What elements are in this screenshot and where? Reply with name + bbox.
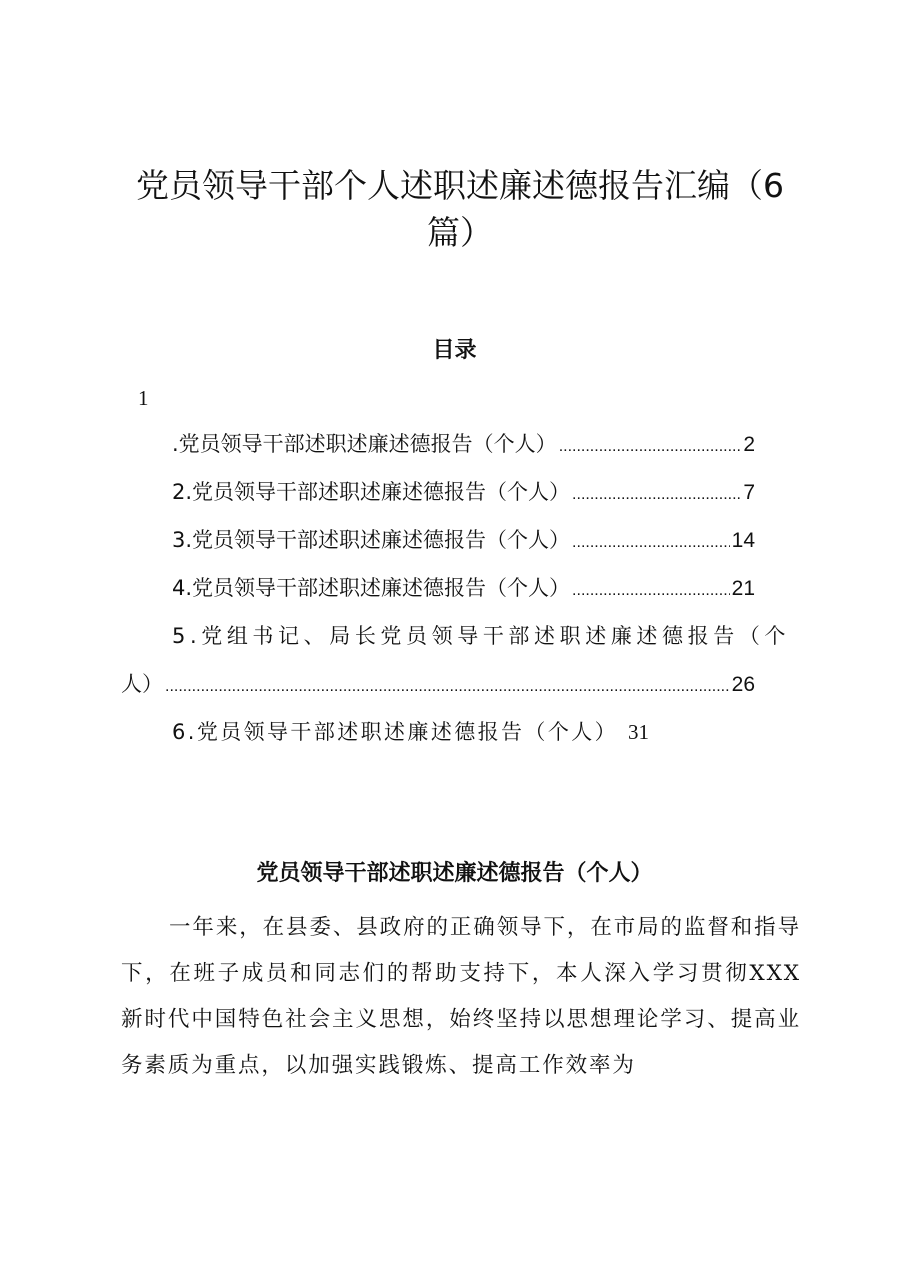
toc-entry-5-line2[interactable] (121, 669, 755, 699)
toc-entry[interactable] (172, 573, 755, 603)
toc-leader-dots (165, 672, 730, 702)
body-paragraph: 一年来，在县委、县政府的正确领导下，在市局的监督和指导下，在班子成员和同志们的帮助支持下，本人深入学习贯彻XXX新时代中国特色社会主义思想，始终坚持以思想理论学习、提高业务素质为重点，以加强实践锻炼、提高工作效率为 (121, 915, 801, 1078)
toc-entry-page: 26 (731, 673, 755, 696)
toc-leader-dots (572, 480, 741, 510)
toc-entry-5-line1[interactable]: 5.党组书记、局长党员领导干部述职述廉述德报告（个 (172, 624, 791, 648)
toc-entry-page: 7 (743, 481, 755, 504)
toc-entry-label: 2.党员领导干部述职述廉述德报告（个人） (172, 480, 571, 504)
toc-entry[interactable] (172, 525, 755, 555)
toc-entry-page: 14 (731, 529, 755, 552)
toc-entry-label: 3.党员领导干部述职述廉述德报告（个人） (172, 528, 571, 552)
toc-leader-dots (572, 528, 730, 558)
toc-heading: 目录 (432, 337, 477, 363)
toc-entry-label: .党员领导干部述职述廉述德报告（个人） (172, 432, 557, 456)
toc-entry-label: 6.党员领导干部述职述廉述德报告（个人） (172, 720, 619, 744)
toc-entry-page: 2 (743, 433, 755, 456)
toc-entry-label: 4.党员领导干部述职述廉述德报告（个人） (172, 576, 571, 600)
toc-entry-label: 人） (121, 672, 163, 696)
toc-leader-dots (572, 576, 730, 606)
toc-entry[interactable] (172, 477, 755, 507)
document-title: 党员领导干部个人述职述廉述德报告汇编（6篇） (136, 166, 784, 252)
toc-entry[interactable] (172, 429, 755, 459)
section-title: 党员领导干部述职述廉述德报告（个人） (256, 860, 653, 886)
toc-entry-page: 31 (628, 720, 650, 744)
toc-first-number: 1 (138, 386, 149, 410)
toc-entry-page: 21 (731, 577, 755, 600)
toc-entry-6[interactable] (172, 717, 649, 747)
toc-leader-dots (559, 432, 742, 462)
